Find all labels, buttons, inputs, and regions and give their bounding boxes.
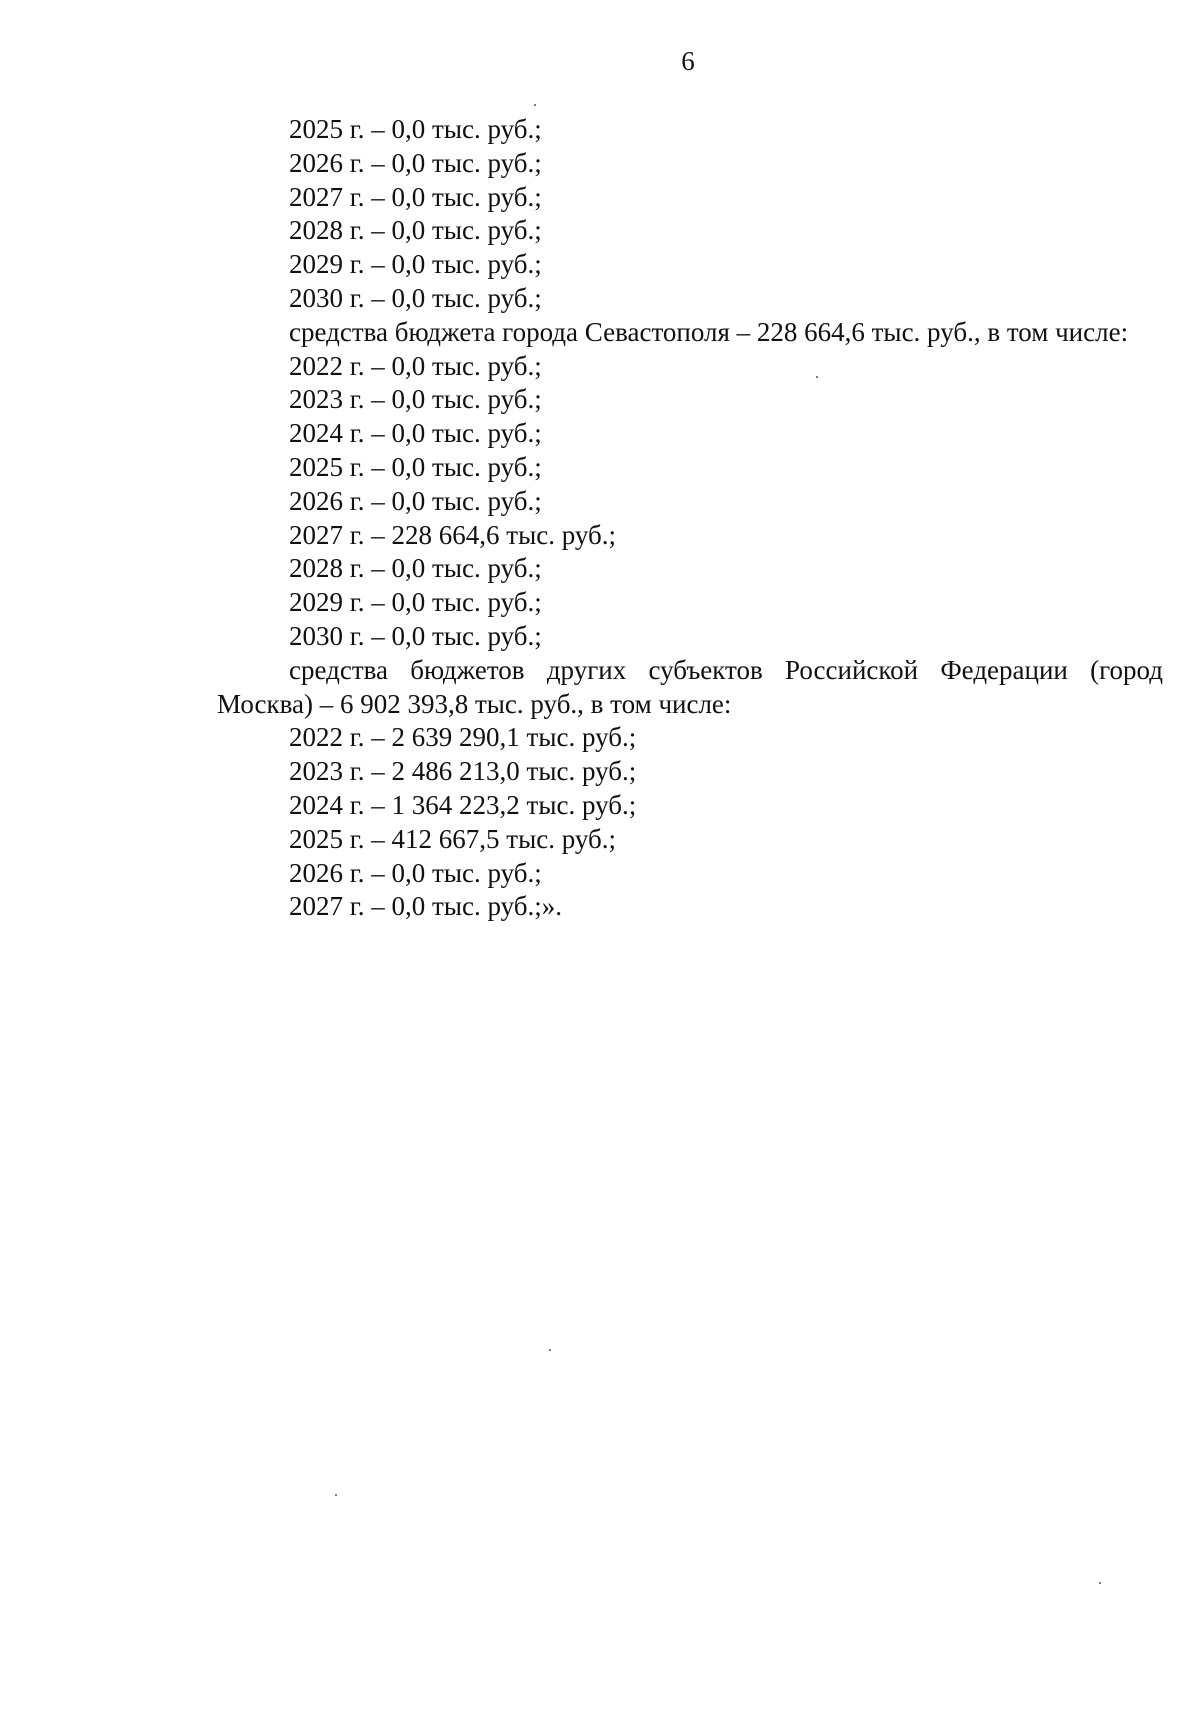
funding-line: 2030 г. – 0,0 тыс. руб.;: [289, 620, 542, 651]
funding-line: 2026 г. – 0,0 тыс. руб.;: [289, 147, 542, 178]
funding-line: 2024 г. – 0,0 тыс. руб.;: [289, 418, 542, 449]
scan-speck: [816, 376, 818, 378]
sevastopol-budget-heading: средства бюджета города Севастополя – 228 664,6 тыс. руб., в том числе:: [289, 316, 1129, 347]
scan-speck: [1099, 1582, 1101, 1584]
scan-speck: [534, 104, 536, 106]
funding-line: 2025 г. – 412 667,5 тыс. руб.;: [289, 823, 616, 854]
scan-speck: [335, 1494, 337, 1496]
funding-line: 2029 г. – 0,0 тыс. руб.;: [289, 249, 542, 280]
funding-line: 2029 г. – 0,0 тыс. руб.;: [289, 587, 542, 618]
moscow-budget-heading: средства бюджетов других субъектов Российской Федерации (город Москва) – 6 902 393,8 тыс. руб., в том числе:: [217, 654, 1163, 719]
funding-line: 2023 г. – 0,0 тыс. руб.;: [289, 384, 542, 415]
funding-line: 2026 г. – 0,0 тыс. руб.;: [289, 857, 542, 888]
document-body: [217, 113, 1163, 924]
funding-line: 2023 г. – 2 486 213,0 тыс. руб.;: [289, 756, 637, 787]
funding-line: 2025 г. – 0,0 тыс. руб.;: [289, 451, 542, 482]
funding-line: 2028 г. – 0,0 тыс. руб.;: [289, 553, 542, 584]
funding-line: 2028 г. – 0,0 тыс. руб.;: [289, 215, 542, 246]
funding-line: 2027 г. – 228 664,6 тыс. руб.;: [289, 519, 616, 550]
funding-line: 2026 г. – 0,0 тыс. руб.;: [289, 485, 542, 516]
funding-line: 2030 г. – 0,0 тыс. руб.;: [289, 282, 542, 313]
sevastopol-budget-section: [217, 316, 1163, 654]
funding-list-continued: [217, 113, 1163, 316]
scan-speck: [549, 1349, 551, 1351]
funding-line: 2022 г. – 0,0 тыс. руб.;: [289, 350, 542, 381]
funding-line: 2025 г. – 0,0 тыс. руб.;: [289, 114, 542, 144]
moscow-budget-section: [217, 654, 1163, 924]
page-number: 6: [681, 46, 695, 76]
funding-line: 2027 г. – 0,0 тыс. руб.;».: [289, 891, 562, 922]
funding-line: 2022 г. – 2 639 290,1 тыс. руб.;: [289, 722, 637, 753]
funding-line: 2024 г. – 1 364 223,2 тыс. руб.;: [289, 789, 637, 820]
funding-line: 2027 г. – 0,0 тыс. руб.;: [289, 181, 542, 212]
